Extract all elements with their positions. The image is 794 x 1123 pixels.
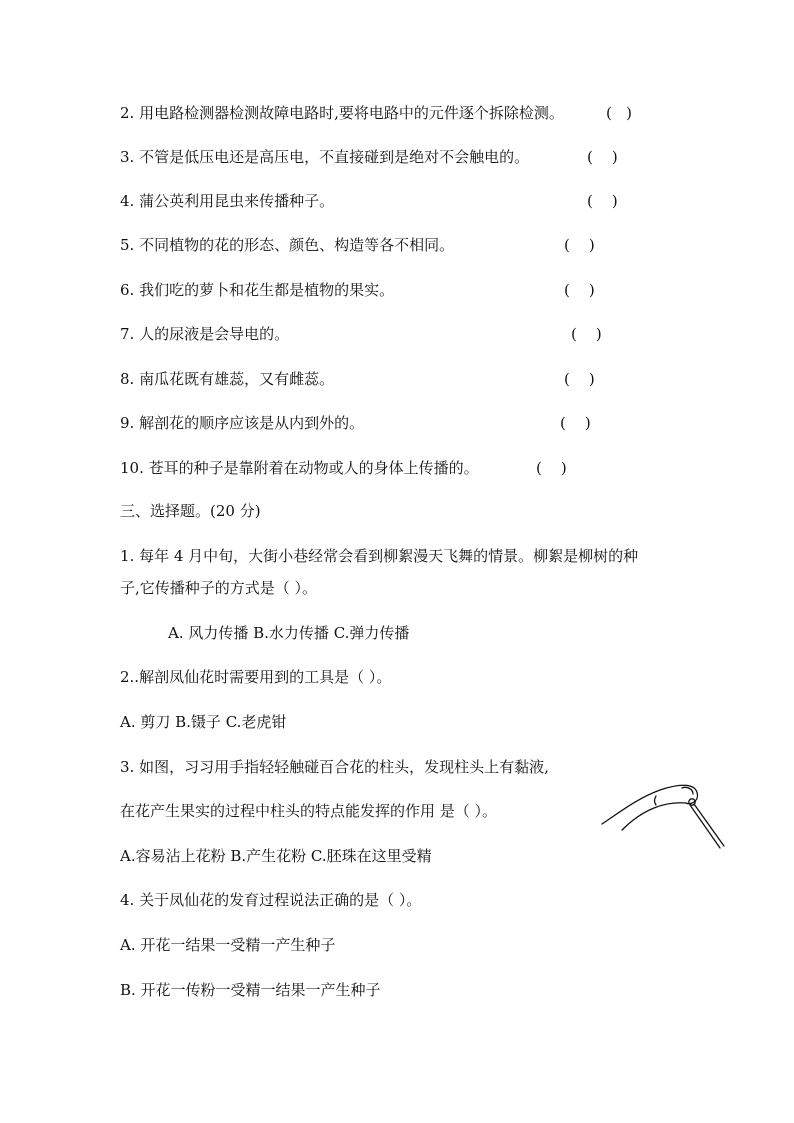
tf-answer-blank-6[interactable]: ( ) bbox=[564, 281, 595, 299]
choice-q1-stem-line1: 1. 每年 4 月中旬，大街小巷经常会看到柳絮漫天飞舞的情景。柳絮是柳树的种 bbox=[120, 547, 639, 565]
choice-q1-stem-line2: 子,它传播种子的方式是（ ）。 bbox=[120, 579, 318, 597]
tf-answer-blank-4[interactable]: ( ) bbox=[587, 192, 618, 210]
tf-item-4: 4. 蒲公英利用昆虫来传播种子。 bbox=[120, 192, 335, 210]
tf-answer-blank-8[interactable]: ( ) bbox=[564, 370, 595, 388]
choice-q3-stem-line2: 在花产生果实的过程中柱头的特点能发挥的作用 是（ ）。 bbox=[120, 802, 498, 820]
tf-item-8: 8. 南瓜花既有雄蕊，又有雌蕊。 bbox=[120, 370, 335, 388]
tf-answer-blank-10[interactable]: ( ) bbox=[536, 459, 567, 477]
choice-q3-options[interactable]: A.容易沾上花粉 B.产生花粉 C.胚珠在这里受精 bbox=[120, 847, 432, 865]
tf-answer-blank-3[interactable]: ( ) bbox=[587, 148, 618, 166]
tf-item-6: 6. 我们吃的萝卜和花生都是植物的果实。 bbox=[120, 281, 395, 299]
finger-touching-stigma-illustration bbox=[598, 772, 730, 854]
tf-item-2: 2. 用电路检测器检测故障电路时,要将电路中的元件逐个拆除检测。 bbox=[120, 104, 564, 122]
tf-item-7: 7. 人的尿液是会导电的。 bbox=[120, 325, 290, 343]
choice-q4-option-a[interactable]: A. 开花一结果一受精一产生种子 bbox=[120, 936, 336, 954]
tf-item-9: 9. 解剖花的顺序应该是从内到外的。 bbox=[120, 414, 365, 432]
choice-q2-options[interactable]: A. 剪刀 B.镊子 C.老虎钳 bbox=[120, 713, 287, 731]
tf-item-3: 3. 不管是低压电还是高压电，不直接碰到是绝对不会触电的。 bbox=[120, 148, 530, 166]
choice-q2-stem: 2..解剖凤仙花时需要用到的工具是（ ）。 bbox=[120, 668, 392, 686]
choice-q3-stem-line1: 3. 如图，习习用手指轻轻触碰百合花的柱头，发现柱头上有黏液, bbox=[120, 758, 549, 776]
choice-q4-option-b[interactable]: B. 开花一传粉一受精一结果一产生种子 bbox=[120, 981, 381, 999]
tf-item-10: 10. 苍耳的种子是靠附着在动物或人的身体上传播的。 bbox=[120, 459, 479, 477]
tf-answer-blank-9[interactable]: ( ) bbox=[560, 414, 591, 432]
tf-answer-blank-2[interactable]: ( ) bbox=[606, 104, 633, 122]
choice-q4-stem: 4. 关于凤仙花的发育过程说法正确的是（ ）。 bbox=[120, 891, 422, 909]
tf-item-5: 5. 不同植物的花的形态、颜色、构造等各不相同。 bbox=[120, 236, 455, 254]
tf-answer-blank-7[interactable]: ( ) bbox=[571, 325, 602, 343]
section-title-choice: 三、选择题。(20 分) bbox=[120, 502, 261, 520]
tf-answer-blank-5[interactable]: ( ) bbox=[564, 236, 595, 254]
choice-q1-options[interactable]: A. 风力传播 B.水力传播 C.弹力传播 bbox=[168, 624, 410, 642]
